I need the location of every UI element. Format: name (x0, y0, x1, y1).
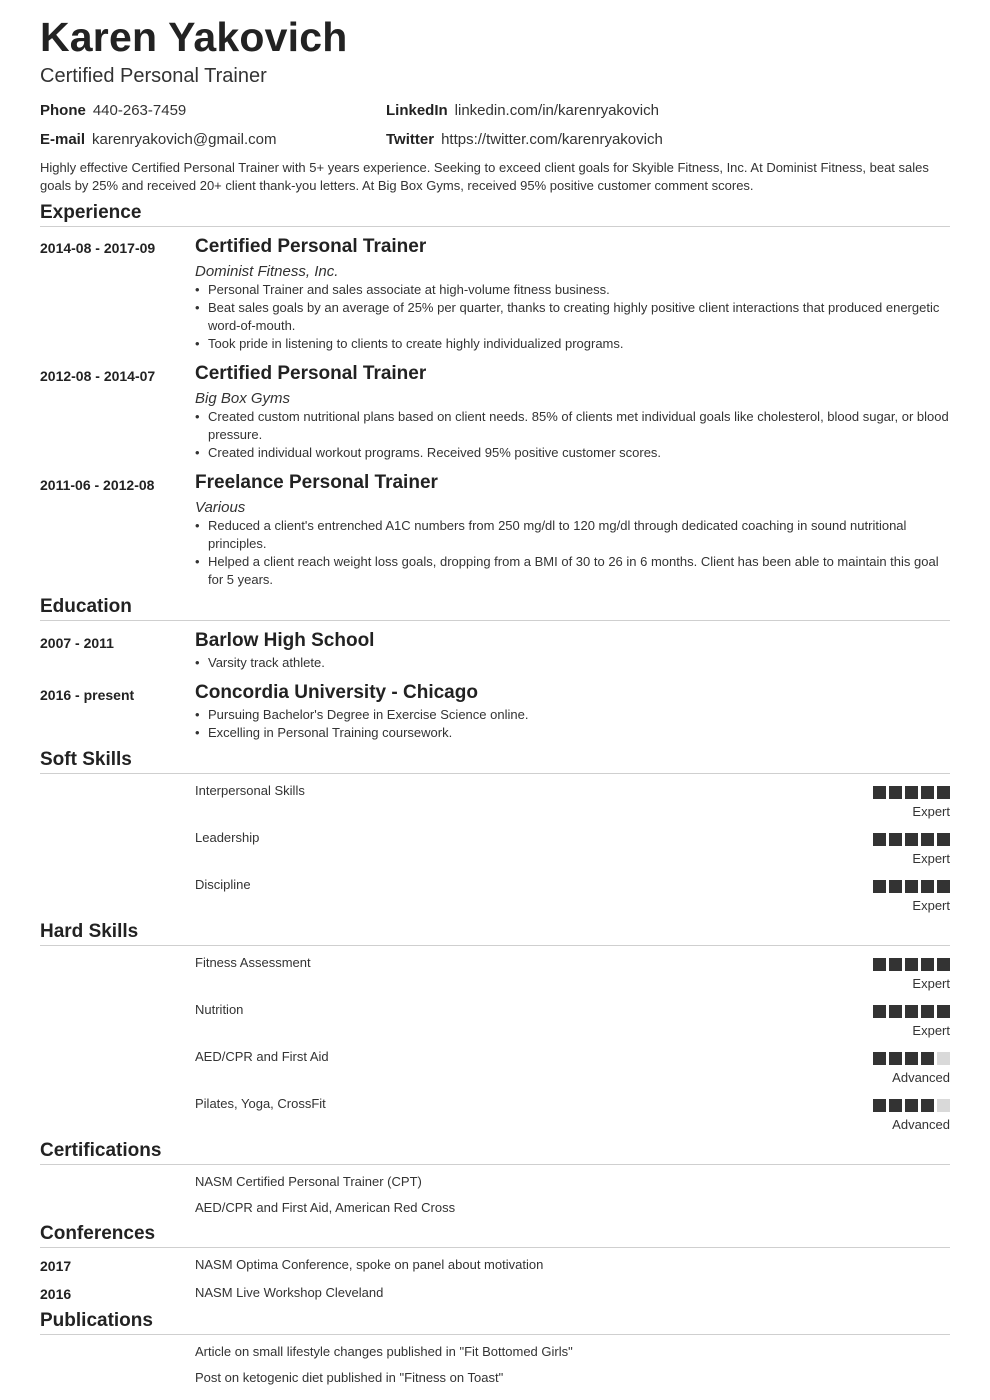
job-bullets (195, 517, 950, 589)
bullet-item: • Varsity track athlete. (195, 654, 950, 672)
rating-square-filled (921, 958, 934, 971)
section-title-publications: Publications (40, 1310, 950, 1335)
professional-summary: Highly effective Certified Personal Trainer with 5+ years experience. Seeking to exceed client goals for Skyible Fitness, Inc. At Dominist Fitness, beat sales goals by 25% and received 20+ client thank-you letters. At Big Box Gyms, received 95% positive customer comment scores. (40, 160, 929, 193)
skill-level: Expert (912, 804, 950, 819)
skill-name: Fitness Assessment (195, 955, 311, 970)
contact-twitter (386, 131, 663, 148)
job-title: Freelance Personal Trainer (195, 472, 438, 493)
rating-square-filled (889, 1005, 902, 1018)
candidate-title: Certified Personal Trainer (40, 65, 267, 87)
skill-level: Expert (912, 851, 950, 866)
company-name: Various (195, 499, 246, 516)
section-title-conferences: Conferences (40, 1223, 950, 1248)
rating-square-filled (921, 1099, 934, 1112)
rating-square-filled (889, 786, 902, 799)
rating-square-filled (921, 1005, 934, 1018)
email-value[interactable]: karenryakovich@gmail.com (92, 131, 277, 148)
rating-square-filled (889, 1052, 902, 1065)
rating-square-filled (889, 958, 902, 971)
skill-name: AED/CPR and First Aid (195, 1049, 329, 1064)
skill-name: Leadership (195, 830, 260, 845)
skill-rating (873, 880, 950, 893)
publication-item: Post on ketogenic diet published in "Fitness on Toast" (195, 1370, 504, 1385)
education-dates: 2007 - 2011 (40, 635, 114, 651)
rating-square-filled (905, 1005, 918, 1018)
linkedin-label: LinkedIn (386, 102, 448, 119)
job-bullets (195, 281, 950, 353)
bullet-item: • Reduced a client's entrenched A1C numbers from 250 mg/dl to 120 mg/dl through dedicated coaching in sound nutritional principles. (195, 517, 950, 553)
rating-square-filled (905, 833, 918, 846)
rating-square-filled (889, 833, 902, 846)
school-name: Barlow High School (195, 630, 375, 651)
skill-name: Nutrition (195, 1002, 244, 1017)
bullet-item: • Personal Trainer and sales associate at high-volume fitness business. (195, 281, 950, 299)
skill-level: Expert (912, 1023, 950, 1038)
linkedin-value[interactable]: linkedin.com/in/karenryakovich (454, 102, 659, 119)
job-title: Certified Personal Trainer (195, 236, 427, 257)
skill-name: Pilates, Yoga, CrossFit (195, 1096, 326, 1111)
bullet-item: • Excelling in Personal Training coursework. (195, 724, 950, 742)
job-bullets (195, 408, 950, 462)
experience-dates: 2012-08 - 2014-07 (40, 368, 156, 384)
conference-item: NASM Live Workshop Cleveland (195, 1285, 384, 1300)
twitter-label: Twitter (386, 131, 435, 148)
section-title-experience: Experience (40, 202, 950, 227)
rating-square-filled (905, 1052, 918, 1065)
bullet-item: • Created custom nutritional plans based on client needs. 85% of clients met individual goals like cholesterol, blood sugar, or blood pressure. (195, 408, 950, 444)
phone-label: Phone (40, 102, 86, 119)
company-name: Big Box Gyms (195, 390, 291, 407)
section-title-soft-skills: Soft Skills (40, 749, 950, 774)
skill-level: Advanced (892, 1070, 950, 1085)
rating-square-filled (873, 786, 886, 799)
skill-rating (873, 833, 950, 846)
rating-square-filled (873, 1099, 886, 1112)
conference-year: 2016 (40, 1286, 72, 1302)
skill-name: Discipline (195, 877, 251, 892)
rating-square-filled (905, 880, 918, 893)
bullet-item: • Created individual workout programs. Received 95% positive customer scores. (195, 444, 950, 462)
section-title-hard-skills: Hard Skills (40, 921, 950, 946)
rating-square-filled (937, 880, 950, 893)
skill-name: Interpersonal Skills (195, 783, 305, 798)
company-name: Dominist Fitness, Inc. (195, 263, 339, 280)
skill-rating (873, 1005, 950, 1018)
rating-square-filled (873, 1005, 886, 1018)
skill-rating (873, 786, 950, 799)
candidate-name: Karen Yakovich (40, 14, 348, 60)
bullet-item: • Beat sales goals by an average of 25% per quarter, thanks to creating highly positive client interactions that produced energetic word-of-mouth. (195, 299, 950, 335)
publication-item: Article on small lifestyle changes published in "Fit Bottomed Girls" (195, 1344, 573, 1359)
experience-dates: 2011-06 - 2012-08 (40, 477, 155, 493)
certification-item: NASM Certified Personal Trainer (CPT) (195, 1174, 422, 1189)
experience-dates: 2014-08 - 2017-09 (40, 240, 156, 256)
conference-item: NASM Optima Conference, spoke on panel about motivation (195, 1257, 544, 1272)
rating-square-filled (905, 1099, 918, 1112)
bullet-item: • Helped a client reach weight loss goals, dropping from a BMI of 30 to 26 in 6 months. Client has been able to maintain this goal for 5 years. (195, 553, 950, 589)
phone-value: 440-263-7459 (92, 102, 187, 119)
rating-square-empty (937, 1052, 950, 1065)
bullet-item: • Pursuing Bachelor's Degree in Exercise Science online. (195, 706, 950, 724)
rating-square-filled (873, 958, 886, 971)
skill-rating (873, 958, 950, 971)
skill-level: Expert (912, 898, 950, 913)
rating-square-filled (873, 833, 886, 846)
section-title-certifications: Certifications (40, 1140, 950, 1165)
skill-rating (873, 1052, 950, 1065)
rating-square-filled (873, 1052, 886, 1065)
skill-rating (873, 1099, 950, 1112)
contact-linkedin (386, 102, 659, 119)
school-name: Concordia University - Chicago (195, 682, 478, 703)
rating-square-filled (921, 786, 934, 799)
rating-square-filled (889, 1099, 902, 1112)
certification-item: AED/CPR and First Aid, American Red Cross (195, 1200, 456, 1215)
twitter-value[interactable]: https://twitter.com/karenryakovich (441, 131, 663, 148)
job-title: Certified Personal Trainer (195, 363, 427, 384)
rating-square-filled (937, 786, 950, 799)
education-bullets (195, 706, 950, 742)
section-title-education: Education (40, 596, 950, 621)
rating-square-filled (937, 833, 950, 846)
rating-square-filled (873, 880, 886, 893)
email-label: E-mail (40, 131, 86, 148)
bullet-item: • Took pride in listening to clients to create highly individualized programs. (195, 335, 950, 353)
rating-square-filled (921, 880, 934, 893)
rating-square-filled (921, 1052, 934, 1065)
rating-square-empty (937, 1099, 950, 1112)
rating-square-filled (905, 786, 918, 799)
skill-level: Advanced (892, 1117, 950, 1132)
rating-square-filled (937, 1005, 950, 1018)
contact-email (40, 131, 276, 148)
rating-square-filled (905, 958, 918, 971)
skill-level: Expert (912, 976, 950, 991)
rating-square-filled (937, 958, 950, 971)
education-bullets (195, 654, 950, 672)
conference-year: 2017 (40, 1258, 72, 1274)
contact-phone (40, 102, 186, 119)
rating-square-filled (921, 833, 934, 846)
rating-square-filled (889, 880, 902, 893)
education-dates: 2016 - present (40, 687, 135, 703)
